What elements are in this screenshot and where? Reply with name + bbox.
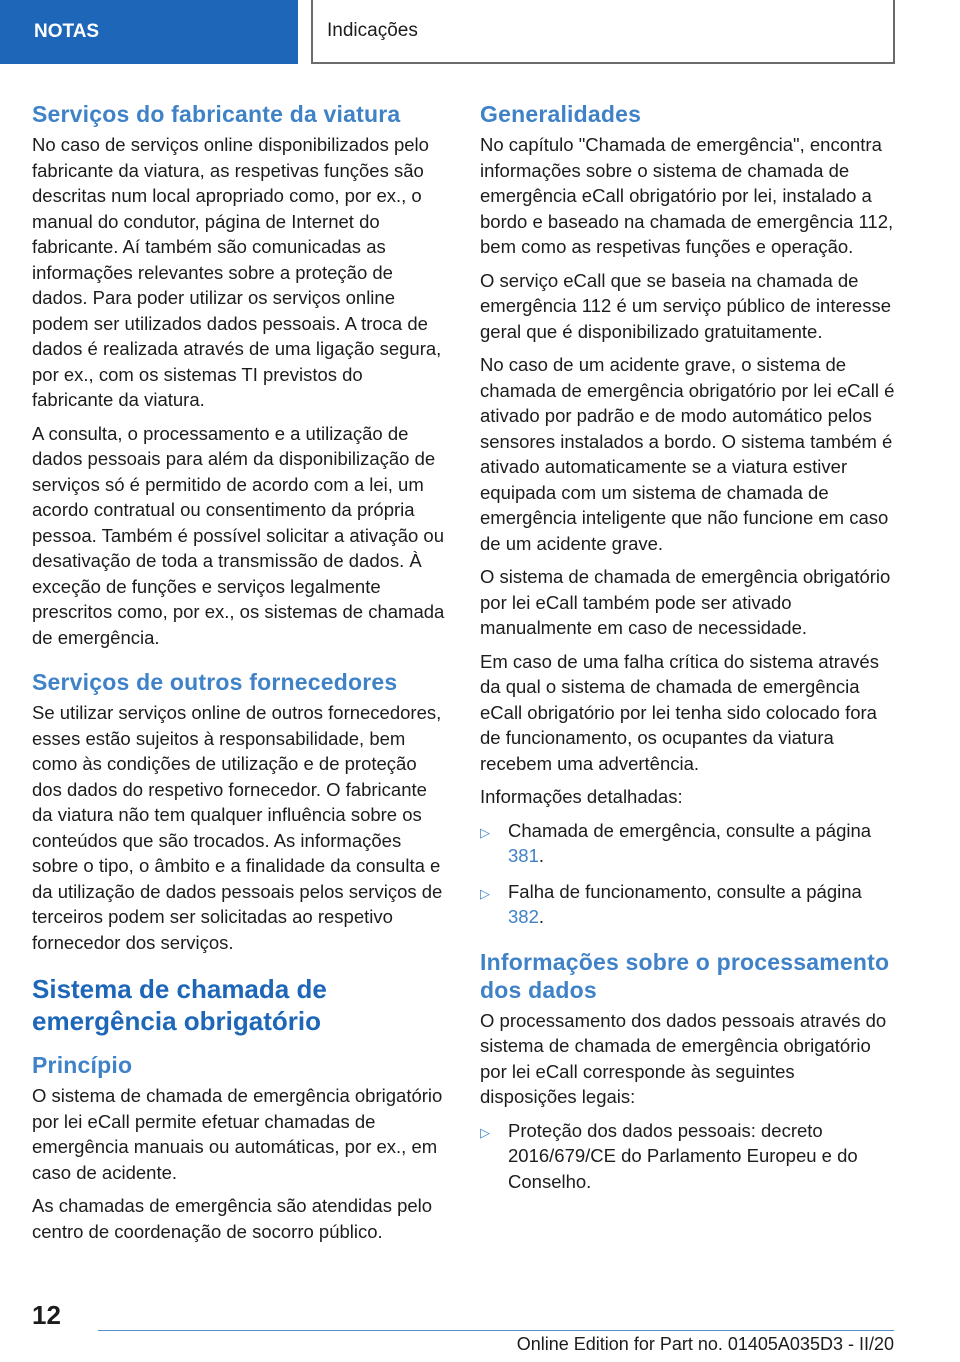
section-data-processing — [480, 948, 895, 1195]
section-header — [311, 0, 895, 64]
section-heading: Serviços do fabricante da viatura — [32, 101, 401, 127]
paragraph: O sistema de chamada de emergência obrigatório por lei eCall também pode ser ativado manualmente em caso de necessidade. — [480, 566, 891, 638]
section-heading: Generalidades — [480, 101, 642, 127]
list-item-text: Falha de funcionamento, consulte a página 382. — [508, 880, 862, 927]
list-item-text: Proteção dos dados pessoais: decreto 2016/679/CE do Parlamento Europeu e do Conselho. — [508, 1119, 858, 1192]
paragraph: Em caso de uma falha crítica do sistema através da qual o sistema de chamada de emergência eCall obrigatório por lei tenha sido colocado fora de funcionamento, os ocupantes da viatura recebem uma advertência. — [480, 650, 879, 774]
paragraph: As chamadas de emergência são atendidas pelo centro de coordenação de socorro público. — [32, 1195, 433, 1242]
paragraph: Se utilizar serviços online de outros fornecedores, esses estão sujeitos à responsabilidade, bem como às condições de utilização e de proteção dos dados do respetivo fornecedor. O fabricante da viatura não tem qualquer influência sobre os conteúdos que são trocados. As informações sobre o tipo, o âmbito e a finalidade da consulta e da utilização de dados pessoais pelos serviços de terceiros podem ser solicitadas ao respetivo fornecedor dos serviços. — [32, 702, 443, 953]
left-column — [32, 100, 447, 1262]
triangle-bullet-icon: ▷ — [480, 885, 490, 901]
paragraph: O sistema de chamada de emergência obrigatório por lei eCall permite efetuar chamadas de emergência manuais ou automáticas, por ex., em caso de acidente. — [32, 1085, 443, 1183]
page-link-381[interactable]: 381 — [508, 845, 539, 866]
paragraph: A consulta, o processamento e a utilização de dados pessoais para além da disponibilização de serviços só é permitido de acordo com a lei, um acordo contratual ou consentimento da própria pessoa. Também é possível solicitar a ativação ou desativação de toda a transmissão de dados. À exceção de funções e serviços legalmente prescritos como, por ex., os sistemas de chamada de emergência. — [32, 422, 445, 648]
section-other-providers — [32, 668, 447, 955]
chapter-tab — [0, 0, 298, 64]
footer-divider — [98, 1330, 894, 1331]
section-manufacturer-services — [32, 100, 447, 650]
list-item — [480, 818, 895, 869]
right-column — [480, 100, 895, 1212]
section-general — [480, 100, 895, 930]
list-item — [480, 1118, 895, 1195]
paragraph: O serviço eCall que se baseia na chamada de emergência 112 é um serviço público de interesse geral que é disponibilizado gratuitamente. — [480, 269, 891, 342]
page-link-382[interactable]: 382 — [508, 906, 539, 927]
paragraph: No caso de um acidente grave, o sistema de chamada de emergência obrigatório por lei eCall é ativado por padrão e de modo automático pelos sensores instalados a bordo. O sistema também é ativado automaticamente se a viatura estiver equipada com um sistema de chamada de emergência inteligente que não funcione em caso de um acidente grave. — [480, 354, 895, 554]
section-heading: Serviços de outros fornecedores — [32, 669, 398, 695]
footer-edition: Online Edition for Part no. 01405A035D3 - II/20 — [516, 1334, 894, 1354]
section-label: Indicações — [327, 20, 418, 41]
triangle-bullet-icon: ▷ — [480, 1124, 490, 1140]
main-heading: Sistema de chamada de emergência obrigatório — [32, 974, 327, 1036]
list-item — [480, 879, 895, 930]
chapter-label: NOTAS — [34, 21, 100, 42]
list-item-text: Chamada de emergência, consulte a página 381. — [508, 819, 872, 866]
triangle-bullet-icon: ▷ — [480, 824, 490, 840]
section-heading: Informações sobre o processamento dos dados — [480, 948, 890, 1003]
paragraph: No capítulo "Chamada de emergência", encontra informações sobre o sistema de chamada de emergência eCall obrigatório por lei, instalado a bordo e baseado na chamada de emergência 112, bem como as respetivas funções e operação. — [480, 134, 894, 257]
page-number: 12 — [32, 1300, 61, 1330]
paragraph: No caso de serviços online disponibilizados pelo fabricante da viatura, as respetivas funções são descritas num local apropriado como, por ex., o manual do condutor, página de Internet do fabricante. Aí também são comunicadas as informações relevantes sobre a proteção de dados. Para poder utilizar os serviços online podem ser utilizados dados pessoais. A troca de dados é realizada através de uma ligação segura, por ex., com os sistemas TI previstos do fabricante da viatura. — [32, 134, 442, 410]
section-heading: Princípio — [32, 1052, 133, 1078]
paragraph: O processamento dos dados pessoais através do sistema de chamada de emergência obrigatório por lei eCall corresponde às seguintes disposições legais: — [480, 1009, 887, 1107]
paragraph: Informações detalhadas: — [480, 786, 683, 807]
section-principle — [32, 1051, 447, 1244]
